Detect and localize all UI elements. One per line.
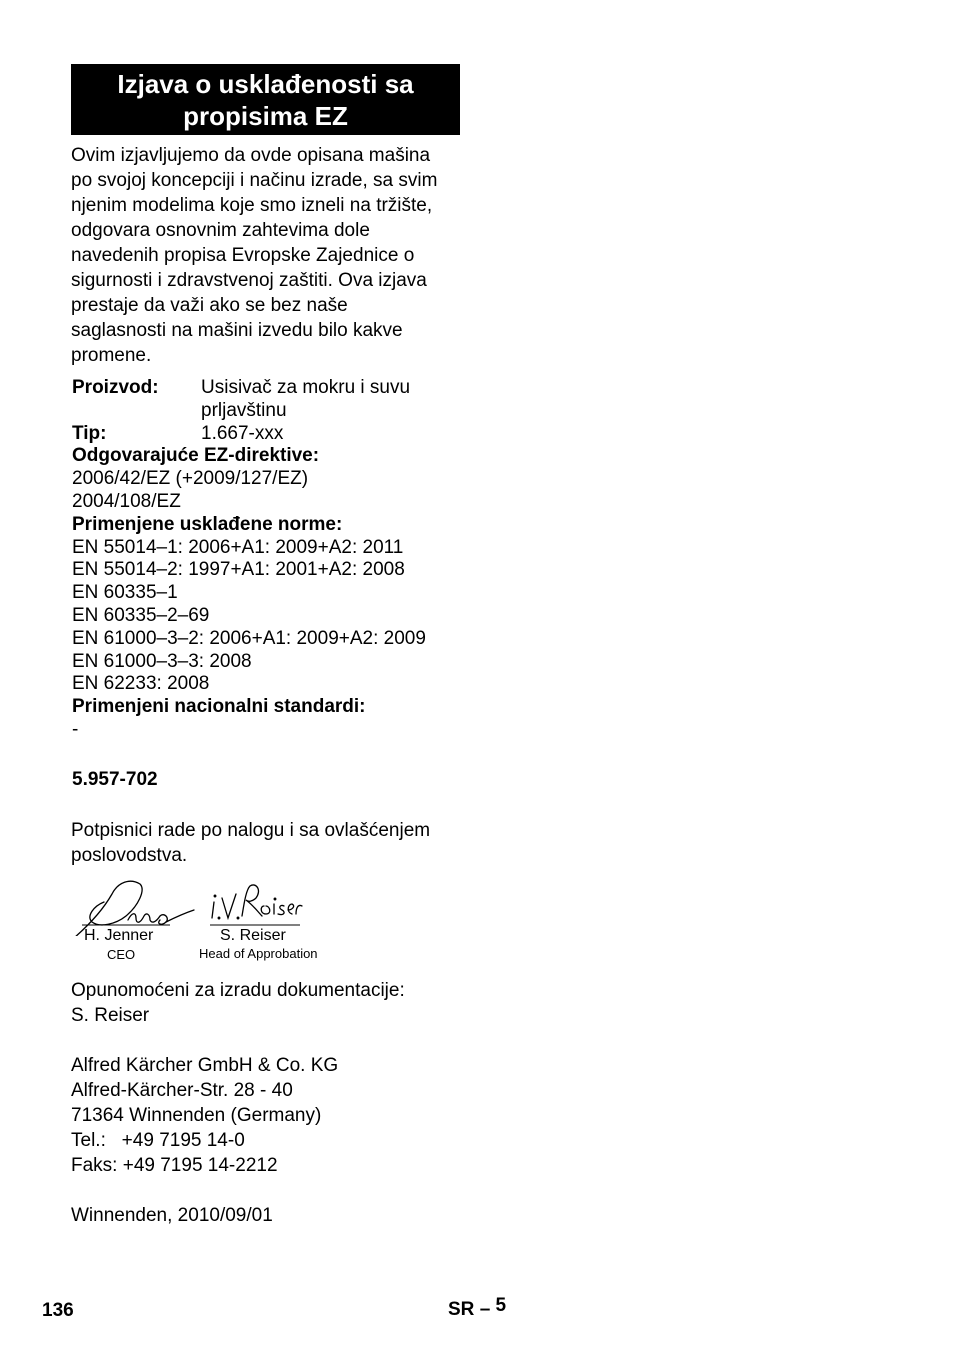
documentation-label: Opunomoćeni za izradu dokumentacije: — [71, 980, 405, 1001]
national-label: Primenjeni nacionalni standardi: — [72, 696, 366, 718]
national-value: - — [72, 718, 79, 740]
address-line: Faks: +49 7195 14-2212 — [71, 1155, 278, 1176]
company-address — [71, 1053, 471, 1178]
page-title — [71, 64, 460, 135]
signatory-name: H. Jenner — [84, 927, 154, 944]
norm-item: EN 60335–1 — [72, 582, 178, 604]
page-title-line-2: propisima EZ — [183, 100, 348, 131]
intro-line: navedenih propisa Evropske Zajednice o — [71, 245, 415, 266]
spec-block — [72, 377, 472, 742]
product-row — [72, 377, 472, 423]
intro-line: sigurnosti i zdravstvenoj zaštiti. Ova izjava — [71, 270, 427, 291]
norm-item: EN 61000–3–3: 2008 — [72, 650, 252, 672]
documentation-block — [71, 978, 471, 1028]
intro-line: Ovim izjavljujemo da ovde opisana mašina — [71, 145, 431, 166]
address-line: Tel.: +49 7195 14-0 — [71, 1130, 245, 1151]
type-label: Tip: — [72, 422, 107, 444]
type-row — [72, 423, 472, 446]
signatory-role: Head of Approbation — [199, 946, 318, 961]
signatories-note-line: poslovodstva. — [71, 845, 188, 866]
place-date: Winnenden, 2010/09/01 — [71, 1205, 273, 1226]
address-line: 71364 Winnenden (Germany) — [71, 1105, 322, 1126]
norm-item: EN 62233: 2008 — [72, 673, 210, 695]
reiser-signature-mark — [212, 885, 302, 919]
intro-line: prestaje da važi ako se bez naše — [71, 295, 348, 316]
footer-language — [448, 1295, 507, 1321]
footer-dash: – — [479, 1299, 491, 1320]
product-label: Proizvod: — [72, 377, 159, 398]
footer-language-code: SR — [448, 1299, 475, 1320]
norms-label: Primenjene usklađene norme: — [72, 513, 343, 535]
address-line: Alfred-Kärcher-Str. 28 - 40 — [71, 1080, 293, 1101]
page-title-line-1: Izjava o usklađenosti sa — [117, 68, 414, 99]
intro-paragraph — [71, 143, 471, 368]
norm-item: EN 55014–1: 2006+A1: 2009+A2: 2011 — [72, 536, 404, 558]
signatories-note-line: Potpisnici rade po nalogu i sa ovlašćenjem — [71, 820, 431, 841]
document-number: 5.957-702 — [72, 769, 158, 790]
intro-line: promene. — [71, 345, 152, 366]
signatory-role: CEO — [107, 947, 136, 962]
product-value — [201, 377, 410, 423]
directives-label: Odgovarajuće EZ-direktive: — [72, 445, 320, 467]
footer-section-number: 5 — [495, 1295, 507, 1316]
signatory-name: S. Reiser — [220, 927, 286, 944]
norm-item: EN 61000–3–2: 2006+A1: 2009+A2: 2009 — [72, 627, 426, 649]
product-value-line: prljavštinu — [201, 399, 287, 421]
norm-item: EN 55014–2: 1997+A1: 2001+A2: 2008 — [72, 559, 405, 581]
directive-item: 2004/108/EZ — [72, 490, 181, 512]
intro-line: po svojoj koncepciji i načinu izrade, sa svim — [71, 170, 438, 191]
norm-item: EN 60335–2–69 — [72, 604, 210, 626]
intro-line: odgovara osnovnim zahtevima dole — [71, 220, 370, 241]
directive-item: 2006/42/EZ (+2009/127/EZ) — [72, 468, 309, 490]
intro-line: saglasnosti na mašini izvedu bilo kakve — [71, 320, 403, 341]
address-line: Alfred Kärcher GmbH & Co. KG — [71, 1055, 339, 1076]
product-value-line: Usisivač za mokru i suvu — [201, 377, 411, 398]
intro-line: njenim modelima koje smo izneli na tržište, — [71, 195, 433, 216]
type-value: 1.667-xxx — [201, 422, 284, 444]
page-number: 136 — [42, 1300, 74, 1321]
signatories-note — [71, 818, 471, 868]
documentation-name: S. Reiser — [71, 1005, 150, 1026]
